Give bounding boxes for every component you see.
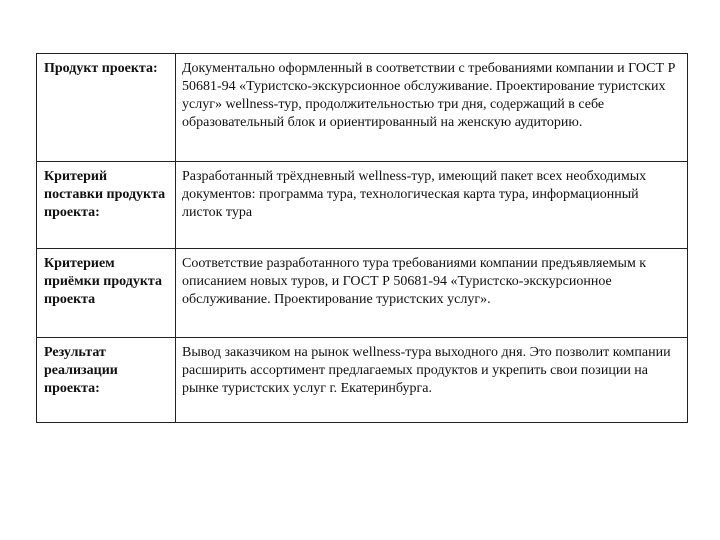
row-label: Критерий поставки продукта проекта: bbox=[37, 162, 176, 249]
row-label: Продукт проекта: bbox=[37, 54, 176, 162]
row-label: Критерием приёмки продукта проекта bbox=[37, 249, 176, 338]
table-row bbox=[37, 162, 688, 249]
row-label: Результат реализации проекта: bbox=[37, 338, 176, 423]
row-value: Соответствие разработанного тура требованиями компании предъявляемым к описанием новых туров, и ГОСТ Р 50681-94 «Туристско-экскурсионное обслуживание. Проектирование туристских услуг». bbox=[176, 249, 688, 338]
table-row bbox=[37, 54, 688, 162]
table-row bbox=[37, 249, 688, 338]
row-value: Разработанный трёхдневный wellness-тур, имеющий пакет всех необходимых документов: программа тура, технологическая карта тура, информационный листок тура bbox=[176, 162, 688, 249]
row-value: Документально оформленный в соответствии с требованиями компании и ГОСТ Р 50681-94 «Туристско-экскурсионное обслуживание. Проектирование туристских услуг» wellness-тур, продолжительностью три дня, содержащий в себе образовательный блок и ориентированный на женскую аудиторию. bbox=[176, 54, 688, 162]
table-row bbox=[37, 338, 688, 423]
project-table bbox=[36, 53, 688, 423]
row-value: Вывод заказчиком на рынок wellness-тура выходного дня. Это позволит компании расширить ассортимент предлагаемых продуктов и укрепить свои позиции на рынке туристских услуг г. Екатеринбурга. bbox=[176, 338, 688, 423]
